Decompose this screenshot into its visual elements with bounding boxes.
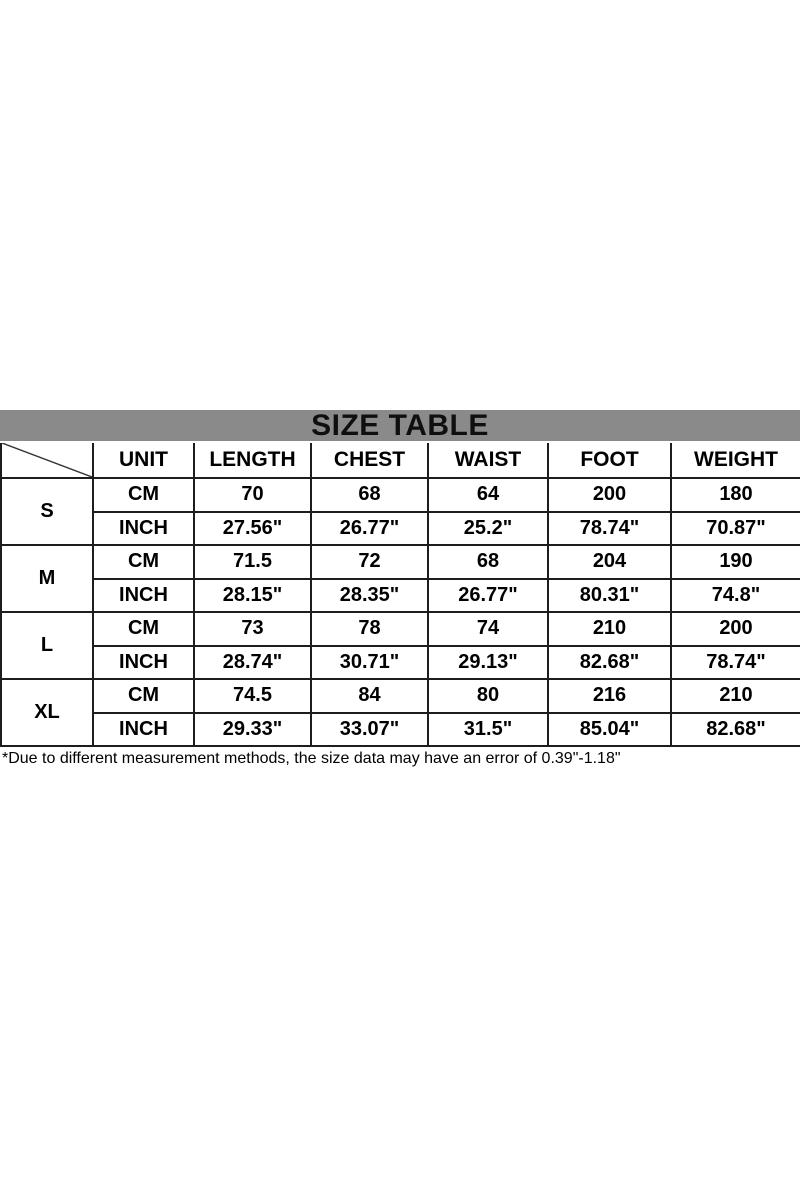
value-cell: 78.74" — [671, 646, 800, 680]
value-cell: 85.04" — [548, 713, 671, 747]
value-cell: 80.31" — [548, 579, 671, 613]
value-cell: 204 — [548, 545, 671, 579]
value-cell: 216 — [548, 679, 671, 713]
unit-cell: INCH — [93, 713, 194, 747]
value-cell: 68 — [311, 478, 428, 512]
size-chart — [0, 410, 800, 768]
value-cell: 210 — [548, 612, 671, 646]
value-cell: 200 — [548, 478, 671, 512]
unit-cell: INCH — [93, 579, 194, 613]
unit-cell: CM — [93, 679, 194, 713]
value-cell: 74 — [428, 612, 548, 646]
value-cell: 29.33" — [194, 713, 311, 747]
value-cell: 28.15" — [194, 579, 311, 613]
size-label-l: L — [1, 612, 93, 679]
value-cell: 80 — [428, 679, 548, 713]
value-cell: 25.2" — [428, 512, 548, 546]
value-cell: 27.56" — [194, 512, 311, 546]
size-label-s: S — [1, 478, 93, 545]
col-header-chest: CHEST — [311, 443, 428, 478]
value-cell: 82.68" — [548, 646, 671, 680]
table-row — [1, 679, 800, 713]
unit-cell: INCH — [93, 512, 194, 546]
value-cell: 26.77" — [311, 512, 428, 546]
table-row — [1, 579, 800, 613]
col-header-length: LENGTH — [194, 443, 311, 478]
value-cell: 64 — [428, 478, 548, 512]
col-header-unit: UNIT — [93, 443, 194, 478]
value-cell: 74.8" — [671, 579, 800, 613]
table-row — [1, 612, 800, 646]
table-row — [1, 478, 800, 512]
value-cell: 28.35" — [311, 579, 428, 613]
diagonal-line-icon — [2, 443, 92, 477]
col-header-weight: WEIGHT — [671, 443, 800, 478]
value-cell: 78.74" — [548, 512, 671, 546]
table-row — [1, 713, 800, 747]
measurement-note: *Due to different measurement methods, the size data may have an error of 0.39"-1.18" — [2, 750, 621, 767]
value-cell: 70.87" — [671, 512, 800, 546]
page-title: SIZE TABLE — [311, 409, 489, 442]
unit-cell: INCH — [93, 646, 194, 680]
value-cell: 33.07" — [311, 713, 428, 747]
size-label-xl: XL — [1, 679, 93, 746]
value-cell: 210 — [671, 679, 800, 713]
size-table — [0, 443, 800, 747]
table-row — [1, 545, 800, 579]
value-cell: 29.13" — [428, 646, 548, 680]
value-cell: 78 — [311, 612, 428, 646]
size-label-m: M — [1, 545, 93, 612]
value-cell: 72 — [311, 545, 428, 579]
value-cell: 74.5 — [194, 679, 311, 713]
table-row — [1, 646, 800, 680]
value-cell: 26.77" — [428, 579, 548, 613]
header-row — [1, 443, 800, 478]
value-cell: 71.5 — [194, 545, 311, 579]
value-cell: 190 — [671, 545, 800, 579]
unit-cell: CM — [93, 612, 194, 646]
value-cell: 73 — [194, 612, 311, 646]
value-cell: 200 — [671, 612, 800, 646]
unit-cell: CM — [93, 545, 194, 579]
table-row — [1, 512, 800, 546]
value-cell: 68 — [428, 545, 548, 579]
value-cell: 70 — [194, 478, 311, 512]
corner-cell — [1, 443, 93, 478]
value-cell: 84 — [311, 679, 428, 713]
col-header-waist: WAIST — [428, 443, 548, 478]
title-bar — [0, 410, 800, 441]
value-cell: 82.68" — [671, 713, 800, 747]
unit-cell: CM — [93, 478, 194, 512]
value-cell: 180 — [671, 478, 800, 512]
col-header-foot: FOOT — [548, 443, 671, 478]
value-cell: 31.5" — [428, 713, 548, 747]
value-cell: 28.74" — [194, 646, 311, 680]
value-cell: 30.71" — [311, 646, 428, 680]
